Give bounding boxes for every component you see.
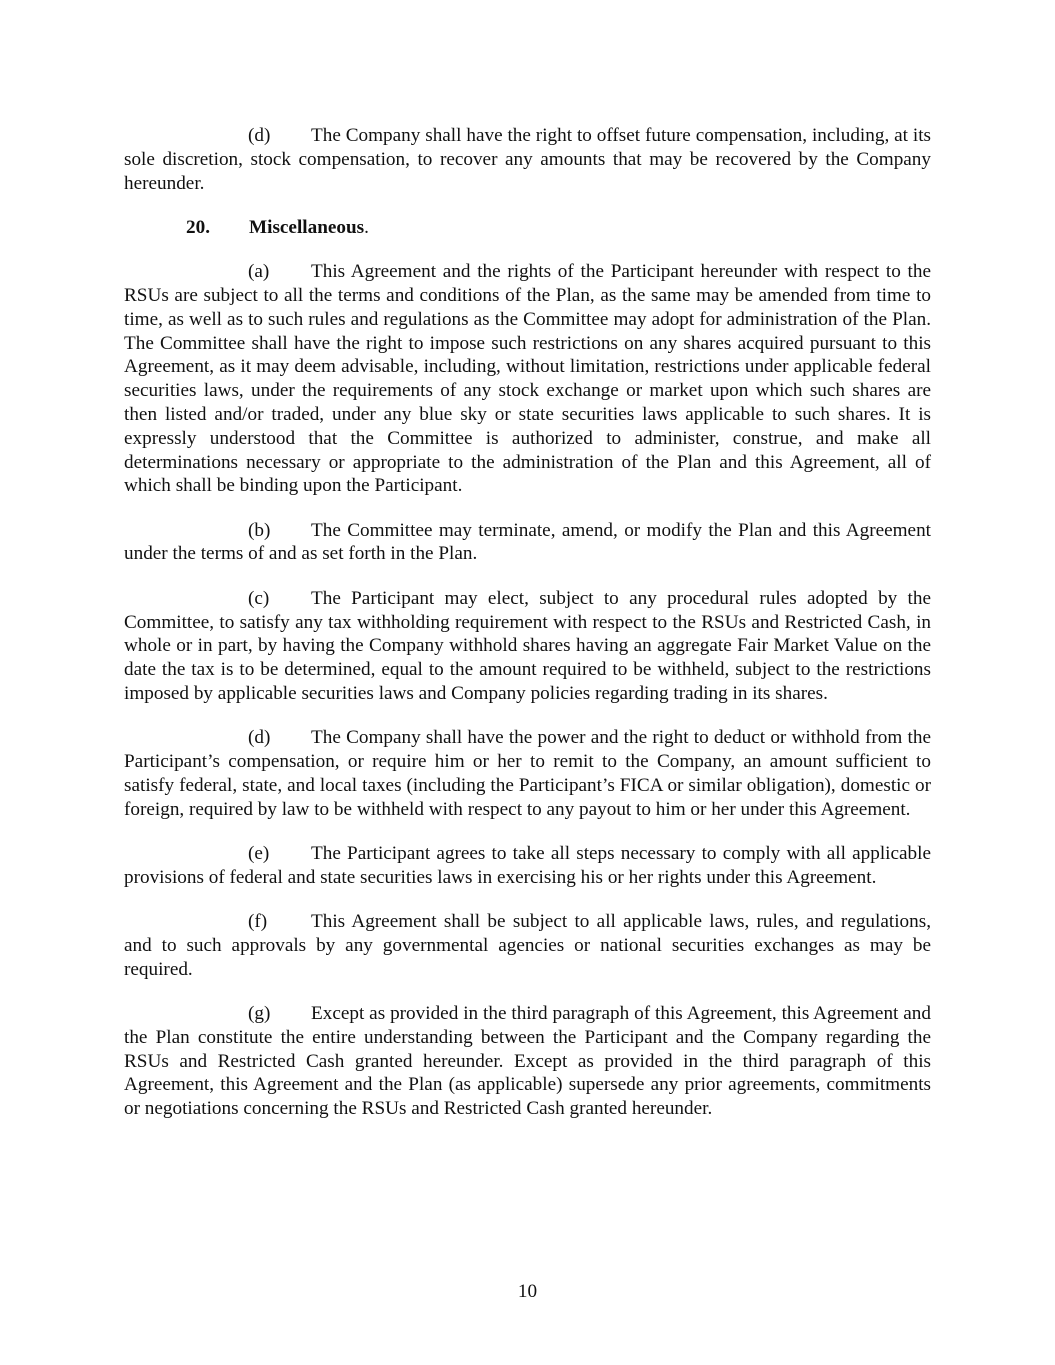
section-title-suffix: . [364, 216, 369, 238]
paragraph-label: (e) [248, 842, 270, 864]
paragraph-label: (b) [248, 519, 271, 541]
section-number: 20. [186, 216, 210, 238]
paragraph-20-d [124, 726, 931, 821]
paragraph-20-c [124, 587, 931, 706]
paragraph-text: Except as provided in the third paragraph of this Agreement, this Agreement and the Plan constitute the entire understanding between the Participant and the Company regarding the RSUs and Restricted Cash granted hereunder. Except as provided in the third paragraph of this Agreement, this Agreement and the Plan (as applicable) supersede any prior agreements, commitments or negotiations concerning the RSUs and Restricted Cash granted hereunder. [124, 1002, 931, 1120]
section-title: Miscellaneous [249, 216, 365, 238]
paragraph-label: (d) [248, 125, 271, 146]
paragraph-text: This Agreement and the rights of the Participant hereunder with respect to the RSUs are subject to all the terms and conditions of the Plan, as the same may be amended from time to time, as well as to such rules and regulations as the Committee may adopt for administration of the Plan. The Committee shall have the right to impose such restrictions on any shares acquired pursuant to this Agreement, as it may deem advisable, including, without limitation, restrictions under applicable federal securities laws, under the requirements of any stock exchange or market upon which such shares are then listed and/or traded, under any blue sky or state securities laws applicable to such shares. It is expressly understood that the Committee is authorized to administer, construe, and make all determinations necessary or appropriate to the administration of the Plan and this Agreement, all of which shall be binding upon the Participant. [124, 261, 931, 497]
paragraph-label: (a) [248, 261, 270, 283]
paragraph-text: The Company shall have the power and the right to deduct or withhold from the Participant’s compensation, or require him or her to remit to the Company, an amount sufficient to satisfy federal, state, and local taxes (including the Participant’s FICA or similar obligation), domestic or foreign, required by law to be withheld with respect to any payout to him or her under this Agreement. [124, 727, 931, 820]
paragraph-20-a [124, 260, 931, 498]
paragraph-text: The Company shall have the right to offset future compensation, including, at its sole discretion, stock compensation, to recover any amounts that may be recovered by the Company hereunder. [124, 125, 931, 194]
paragraph-text: The Participant may elect, subject to any procedural rules adopted by the Committee, to satisfy any tax withholding requirement with respect to the RSUs and Restricted Cash, in whole or in part, by having the Company withhold shares having an aggregate Fair Market Value on the date the tax is to be determined, equal to the amount required to be withheld, subject to the restrictions imposed by applicable securities laws and Company policies regarding trading in its shares. [124, 587, 931, 704]
paragraph-label: (d) [248, 727, 271, 749]
paragraph-20-g [124, 1002, 931, 1121]
paragraph-19-d [124, 124, 931, 195]
section-heading [124, 216, 931, 240]
document-page [124, 124, 931, 1121]
paragraph-text: This Agreement shall be subject to all applicable laws, rules, and regulations, and to such approvals by any governmental agencies or national securities exchanges as may be required. [124, 911, 931, 980]
paragraph-label: (c) [248, 587, 270, 609]
paragraph-text: The Participant agrees to take all steps necessary to comply with all applicable provisions of federal and state securities laws in exercising his or her rights under this Agreement. [124, 842, 931, 888]
paragraph-20-b [124, 519, 931, 567]
paragraph-text: The Committee may terminate, amend, or modify the Plan and this Agreement under the terms of and as set forth in the Plan. [124, 519, 931, 565]
page-number: 10 [517, 1281, 538, 1302]
paragraph-20-e [124, 842, 931, 890]
paragraph-20-f [124, 910, 931, 981]
paragraph-label: (f) [248, 911, 268, 933]
paragraph-label: (g) [248, 1002, 271, 1024]
